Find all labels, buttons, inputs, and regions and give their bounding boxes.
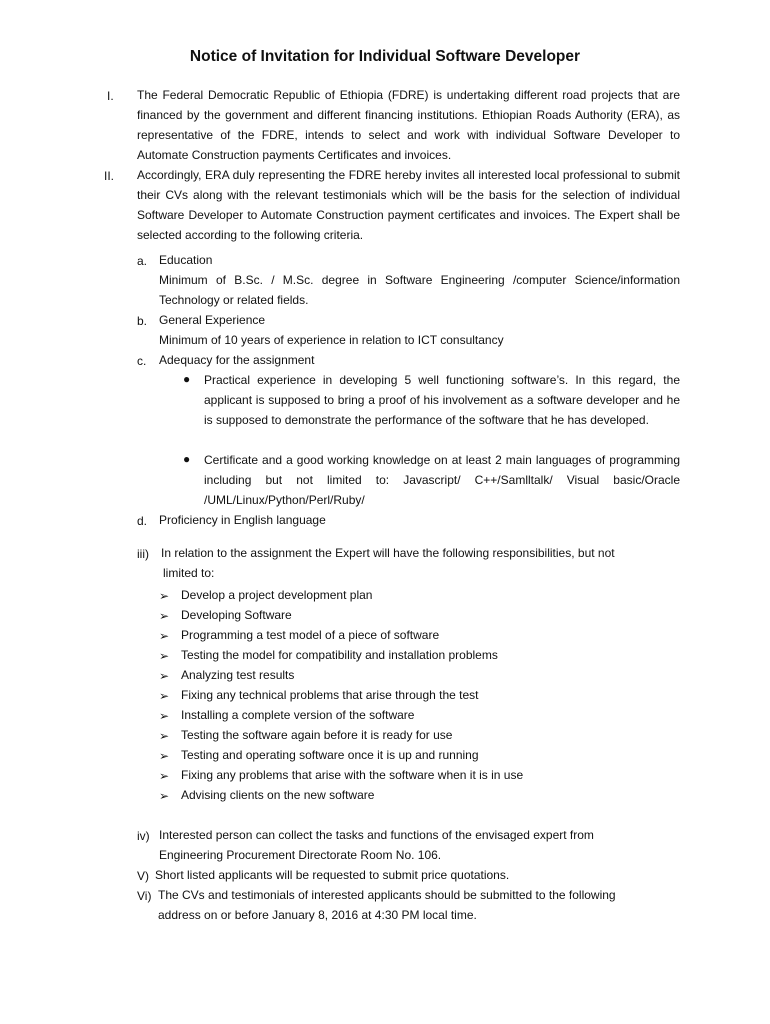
arrowhead-bullet-icon: ➢ [159,629,170,643]
criteria-b-detail: Minimum of 10 years of experience in relation to ICT consultancy [159,333,504,347]
arrowhead-bullet-icon: ➢ [159,669,170,683]
responsibility-item: Fixing any technical problems that arise through the test [181,688,479,702]
bullet-dot-icon: ● [183,452,191,466]
criteria-c-marker: c. [137,354,147,368]
criteria-a-marker: a. [137,254,148,268]
arrowhead-bullet-icon: ➢ [159,589,170,603]
arrowhead-bullet-icon: ➢ [159,749,170,763]
section-ii-text: Accordingly, ERA duly representing the FDRE hereby invites all interested local professional to submit their CVs along with the relevant testimonials which will be the basis for the selection of individual Software Developer to Automate Construction payment certificates and invoices. The Expert shall be selected according to the following criteria. [137,168,680,242]
criteria-a-label: Education [159,253,213,267]
criteria-b-label: General Experience [159,313,266,327]
criteria-b-marker: b. [137,314,148,328]
bullet-dot-icon: ● [183,372,191,386]
arrowhead-bullet-icon: ➢ [159,709,170,723]
section-ii-marker: II. [104,169,115,183]
section-iv-marker: iv) [137,829,150,843]
arrowhead-bullet-icon: ➢ [159,609,170,623]
arrowhead-bullet-icon: ➢ [159,729,170,743]
responsibility-item: Testing and operating software once it is up and running [181,748,479,762]
arrowhead-bullet-icon: ➢ [159,789,170,803]
responsibility-item: Installing a complete version of the software [181,708,415,722]
section-i-text: The Federal Democratic Republic of Ethiopia (FDRE) is undertaking different road projects that are financed by the government and different financing institutions. Ethiopian Roads Authority (ERA), as representative of the FDRE, intends to select and work with individual Software Developer to Automate Construction payments Certificates and invoices. [137,88,680,162]
responsibility-item: Developing Software [181,608,292,622]
section-v-marker: V) [137,869,149,883]
criteria-c-bullet-2: Certificate and a good working knowledge on at least 2 main languages of programming including but not limited to: Javascript/ C++/Samlltalk/ Visual basic/Oracle /UML/Linux/Python/Perl/Ruby/ [204,453,680,507]
responsibility-item: Testing the model for compatibility and installation problems [181,648,498,662]
section-iv-line2: Engineering Procurement Directorate Room No. 106. [159,848,442,862]
criteria-a-detail: Minimum of B.Sc. / M.Sc. degree in Software Engineering /computer Science/information Technology or related fields. [159,273,680,307]
arrowhead-bullet-icon: ➢ [159,649,170,663]
responsibility-item: Analyzing test results [181,668,295,682]
responsibility-item: Testing the software again before it is ready for use [181,728,453,742]
arrowhead-bullet-icon: ➢ [159,689,170,703]
section-i-marker: I. [107,89,114,103]
section-vi-marker: Vi) [137,889,152,903]
criteria-c-bullet-1: Practical experience in developing 5 well functioning software’s. In this regard, the applicant is supposed to bring a proof of his involvement as a software developer and he is supposed to demonstrate the performance of the software that he has developed. [204,373,680,427]
criteria-d-marker: d. [137,514,148,528]
section-iii-marker: iii) [137,547,149,561]
responsibility-item: Develop a project development plan [181,588,373,602]
criteria-c-label: Adequacy for the assignment [159,353,315,367]
responsibility-item: Programming a test model of a piece of software [181,628,440,642]
arrowhead-bullet-icon: ➢ [159,769,170,783]
section-iv-line1: Interested person can collect the tasks and functions of the envisaged expert from [159,828,594,842]
criteria-d-label: Proficiency in English language [159,513,326,527]
section-vi-line2: address on or before January 8, 2016 at 4:30 PM local time. [158,908,477,922]
responsibility-item: Fixing any problems that arise with the software when it is in use [181,768,524,782]
section-vi-line1: The CVs and testimonials of interested applicants should be submitted to the following [158,888,616,902]
page-title: Notice of Invitation for Individual Software Developer [189,48,581,65]
section-iii-line2: limited to: [163,566,215,580]
responsibility-item: Advising clients on the new software [181,788,375,802]
section-iii-line1: In relation to the assignment the Expert will have the following responsibilities, but not [161,546,615,560]
section-v-line1: Short listed applicants will be requested to submit price quotations. [155,868,510,882]
